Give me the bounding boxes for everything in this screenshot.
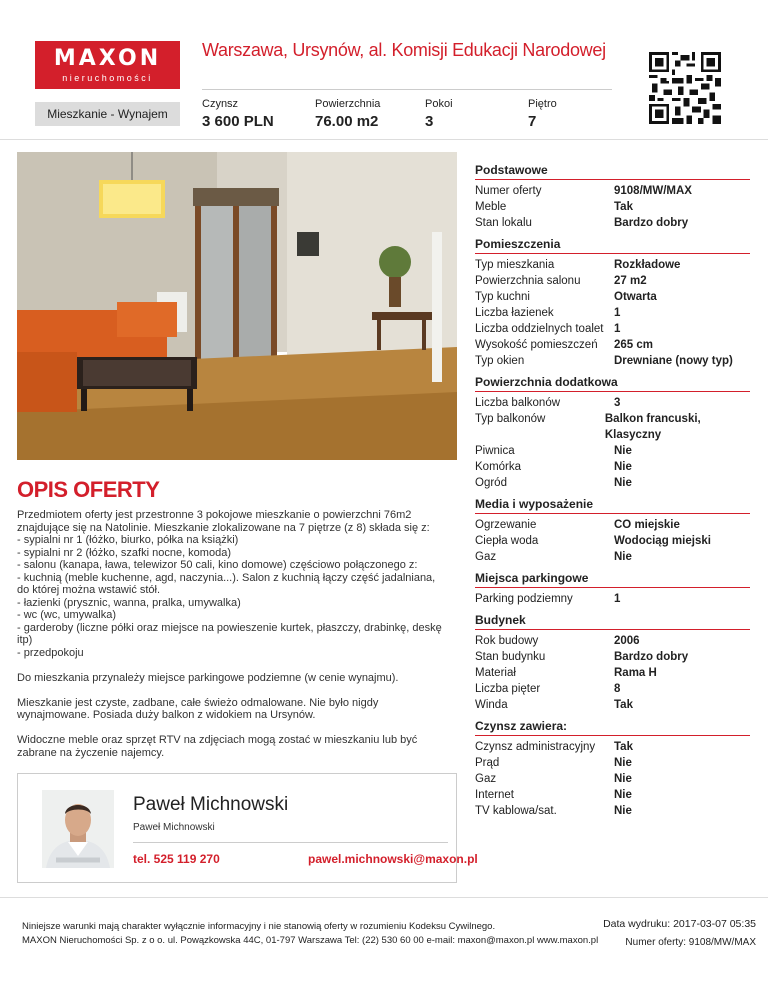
agent-name: Paweł Michnowski <box>133 794 289 815</box>
detail-label: Typ kuchni <box>475 291 530 303</box>
stat-label: Pokoi <box>425 98 453 110</box>
detail-label: Liczba oddzielnych toalet <box>475 323 604 335</box>
section-title: Podstawowe <box>475 163 750 180</box>
detail-value: Nie <box>614 805 632 817</box>
detail-row <box>475 517 750 533</box>
stat-price <box>202 98 274 130</box>
detail-row <box>475 665 750 681</box>
detail-row <box>475 475 750 491</box>
detail-value: Nie <box>614 445 632 457</box>
detail-value: Nie <box>614 477 632 489</box>
detail-value: Bardzo dobry <box>614 217 689 229</box>
detail-value: Drewniane (nowy typ) <box>614 355 733 367</box>
detail-value: Nie <box>614 789 632 801</box>
detail-row <box>475 199 750 215</box>
detail-label: Komórka <box>475 461 522 473</box>
detail-row <box>475 273 750 289</box>
detail-value: Otwarta <box>614 291 657 303</box>
stat-label: Piętro <box>528 98 557 110</box>
detail-row <box>475 739 750 755</box>
detail-row <box>475 337 750 353</box>
detail-label: Liczba pięter <box>475 683 541 695</box>
property-address: Warszawa, Ursynów, al. Komisji Edukacji Narodowej <box>202 40 606 60</box>
detail-row <box>475 443 750 459</box>
logo-subtext: nieruchomości <box>62 73 153 83</box>
detail-value: Nie <box>614 461 632 473</box>
detail-value: Rozkładowe <box>614 259 681 271</box>
footer-divider <box>0 897 768 898</box>
detail-row <box>475 549 750 565</box>
apartment-photo[interactable] <box>17 152 457 460</box>
section-title: Czynsz zawiera: <box>475 719 750 736</box>
detail-label: Winda <box>475 699 508 711</box>
section-miejsca-parkingowe <box>475 571 750 607</box>
agent-subtitle: Paweł Michnowski <box>133 822 215 833</box>
detail-label: TV kablowa/sat. <box>475 805 557 817</box>
detail-value: 9108/MW/MAX <box>614 185 692 197</box>
footer-legal <box>22 920 598 948</box>
detail-row <box>475 305 750 321</box>
detail-value: Balkon francuski, Klasyczny <box>604 413 701 441</box>
section-media-i-wyposażenie <box>475 497 750 565</box>
detail-label: Stan budynku <box>475 651 546 663</box>
detail-row <box>475 787 750 803</box>
header-divider <box>202 89 612 90</box>
detail-value: Tak <box>614 201 633 213</box>
detail-row <box>475 697 750 713</box>
detail-value: 1 <box>614 593 621 605</box>
stat-area <box>315 98 380 130</box>
detail-label: Wysokość pomieszczeń <box>475 339 598 351</box>
section-title: Budynek <box>475 613 750 630</box>
detail-label: Typ okien <box>475 355 525 367</box>
detail-row <box>475 215 750 231</box>
stat-value: 3 <box>425 113 434 130</box>
detail-row <box>475 395 750 411</box>
detail-label: Typ balkonów <box>475 413 546 425</box>
maxon-logo <box>35 41 180 89</box>
detail-label: Ogród <box>475 477 507 489</box>
detail-label: Internet <box>475 789 514 801</box>
agent-card <box>17 773 478 883</box>
detail-row <box>475 257 750 273</box>
print-date: Data wydruku: 2017-03-07 05:35 <box>603 918 756 930</box>
detail-label: Piwnica <box>475 445 515 457</box>
section-title: Pomieszczenia <box>475 237 750 254</box>
detail-value: Rama H <box>614 667 657 679</box>
detail-row <box>475 649 750 665</box>
detail-value: Nie <box>614 757 632 769</box>
detail-label: Gaz <box>475 551 497 563</box>
detail-label: Liczba balkonów <box>475 397 561 409</box>
detail-label: Ogrzewanie <box>475 519 537 531</box>
detail-row <box>475 533 750 549</box>
section-title: Powierzchnia dodatkowa <box>475 375 750 392</box>
detail-value: 8 <box>614 683 621 695</box>
footer-disclaimer: Niniejsze warunki mają charakter wyłącznie informacyjny i nie stanowią oferty w rozumieniu Kodeksu Cywilnego. <box>22 921 496 932</box>
detail-value: Tak <box>614 699 633 711</box>
section-pomieszczenia <box>475 237 750 369</box>
section-budynek <box>475 613 750 713</box>
detail-label: Stan lokalu <box>475 217 532 229</box>
stat-value: 3 600 PLN <box>202 113 274 130</box>
detail-label: Ciepła woda <box>475 535 539 547</box>
detail-label: Typ mieszkania <box>475 259 555 271</box>
detail-row <box>475 755 750 771</box>
detail-value: 27 m2 <box>614 275 647 287</box>
detail-row <box>475 771 750 787</box>
description-text: Przedmiotem oferty jest przestronne 3 pokojowe mieszkanie o powierzchni 76m2 znajdujące się na Natolinie. Mieszkanie zlokalizowane na 7 piętrze (z 8) składa się z: - sypialni nr 1 (łóżko, biurko, półka na książki) - sypialni nr 2 (łóżko, szafki nocne, komoda) - salonu (kanapa, ława, telewizor 50 cali, kino domowe) częściowo połączonego z: - kuchnią (meble kuchenne, agd, naczynia...). Salon z kuchnią łączy część jadalniana, do której można wstawić stół. - łazienki (prysznic, wanna, pralka, umywalka) - wc (wc, umywalka) - garderoby (liczne półki oraz miejsce na powieszenie kurtek, płaszczy, drabinkę, deskę itp) - przedpokoju Do mieszkania przynależy miejsce parkingowe podziemne (w cenie wynajmu). Mieszkanie jest czyste, zadbane, całe świeżo odmalowane. Nie było nigdy wynajmowane. Posiada duży balkon z widokiem na Ursynów. Widoczne meble oraz sprzęt RTV na zdjęciach mogą zostać w mieszkaniu lub być zabrane na życzenie najemcy. <box>17 509 442 759</box>
footer-company: MAXON Nieruchomości Sp. z o o. ul. Powązkowska 44C, 01-797 Warszawa Tel: (22) 530 60 00 e-mail: maxon@maxon.pl www.maxon.pl <box>22 935 599 946</box>
stat-value: 76.00 m2 <box>315 113 379 130</box>
stat-floor <box>528 98 557 130</box>
section-powierzchnia-dodatkowa <box>475 375 750 491</box>
detail-label: Meble <box>475 201 507 213</box>
detail-label: Parking podziemny <box>475 593 573 605</box>
detail-row <box>475 681 750 697</box>
agent-avatar <box>42 790 114 868</box>
footer-offer-number: Numer oferty: 9108/MW/MAX <box>625 937 756 948</box>
agent-phone-link[interactable]: tel. 525 119 270 <box>133 852 220 866</box>
stat-rooms <box>425 98 453 130</box>
detail-value: Nie <box>614 773 632 785</box>
section-podstawowe <box>475 163 750 231</box>
detail-label: Numer oferty <box>475 185 542 197</box>
detail-value: 1 <box>614 307 621 319</box>
details-column <box>475 163 750 825</box>
agent-divider <box>133 842 448 843</box>
stat-label: Czynsz <box>202 98 239 110</box>
detail-value: Nie <box>614 551 632 563</box>
stat-value: 7 <box>528 113 537 130</box>
detail-value: CO miejskie <box>614 519 680 531</box>
detail-label: Gaz <box>475 773 497 785</box>
detail-row <box>475 353 750 369</box>
detail-label: Powierzchnia salonu <box>475 275 581 287</box>
detail-row <box>475 633 750 649</box>
detail-row <box>475 803 750 819</box>
detail-value: 265 cm <box>614 339 654 351</box>
detail-row <box>475 289 750 305</box>
detail-value: 2006 <box>614 635 640 647</box>
section-title: Miejsca parkingowe <box>475 571 750 588</box>
detail-label: Rok budowy <box>475 635 539 647</box>
detail-label: Liczba łazienek <box>475 307 554 319</box>
detail-label: Materiał <box>475 667 516 679</box>
detail-value: 3 <box>614 397 621 409</box>
detail-row <box>475 183 750 199</box>
agent-email-link[interactable]: pawel.michnowski@maxon.pl <box>308 852 478 866</box>
detail-row <box>475 411 750 443</box>
detail-label: Prąd <box>475 757 500 769</box>
offer-type-badge: Mieszkanie - Wynajem <box>35 102 180 126</box>
detail-value: Bardzo dobry <box>614 651 689 663</box>
detail-row <box>475 591 750 607</box>
stat-label: Powierzchnia <box>315 98 381 110</box>
detail-value: 1 <box>614 323 621 335</box>
detail-value: Tak <box>614 741 633 753</box>
section-title: Media i wyposażenie <box>475 497 750 514</box>
logo-text: MAXON <box>53 46 162 71</box>
detail-label: Czynsz administracyjny <box>475 741 596 753</box>
detail-row <box>475 321 750 337</box>
detail-value: Wodociąg miejski <box>614 535 711 547</box>
description-title: OPIS OFERTY <box>17 477 160 502</box>
detail-row <box>475 459 750 475</box>
header-bottom-divider <box>0 139 768 140</box>
section-czynsz-zawiera <box>475 719 750 819</box>
qr-code-icon[interactable] <box>648 52 722 124</box>
